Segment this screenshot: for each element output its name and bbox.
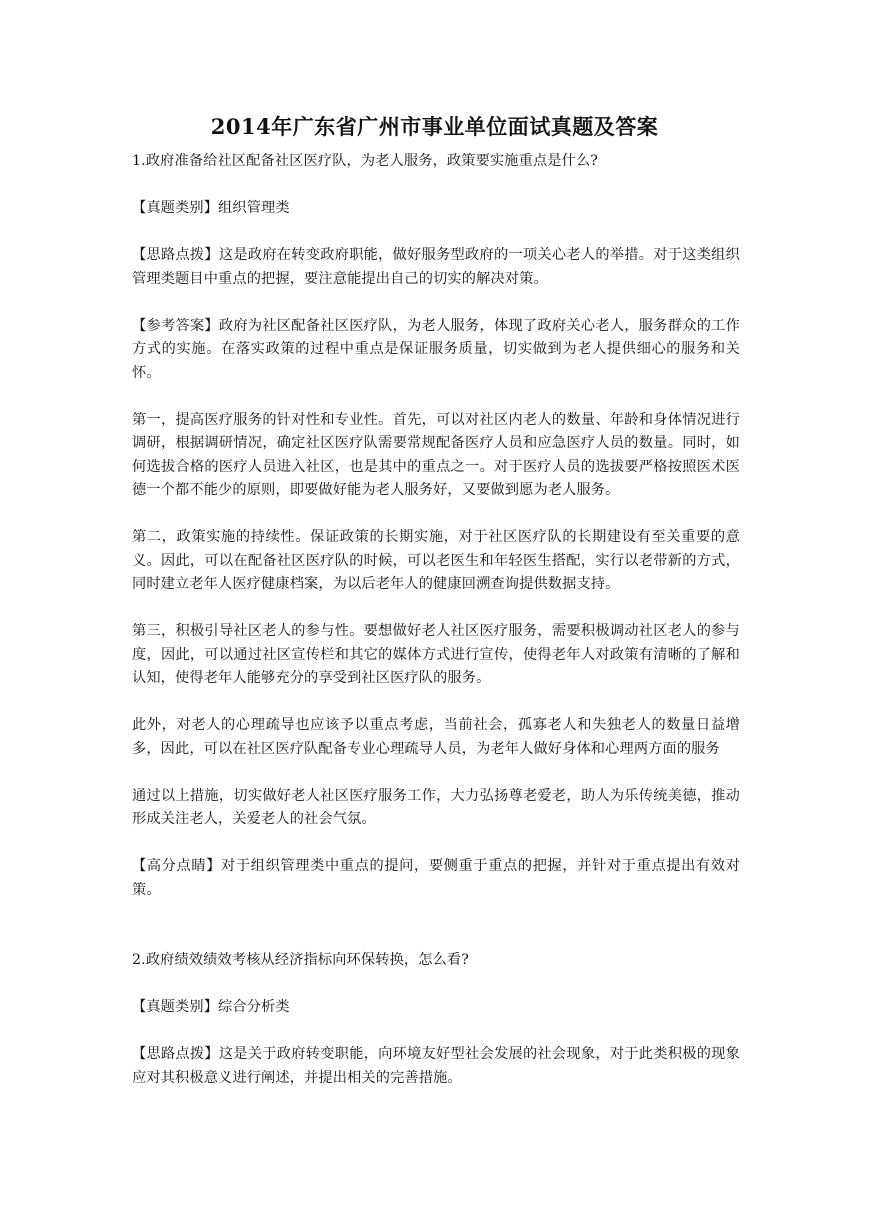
question-1: 1.政府准备给社区配备社区医疗队，为老人服务，政策要实施重点是什么?	[132, 153, 599, 169]
document-title: 2014年广东省广州市事业单位面试真题及答案	[210, 114, 659, 139]
question-1-category: 【真题类别】组织管理类	[132, 200, 290, 216]
question-2-category: 【真题类别】综合分析类	[132, 999, 290, 1015]
question-1-highlight: 【高分点睛】对于组织管理类中重点的提问，要侧重于重点的把握，并针对于重点提出有效对策。	[132, 858, 740, 898]
question-1-answer: 【参考答案】政府为社区配备社区医疗队，为老人服务，体现了政府关心老人，服务群众的工作方式的实施。在落实政策的过程中重点是保证服务质量，切实做到为老人提供细心的服务和关怀。	[132, 317, 740, 381]
question-2: 2.政府绩效绩效考核从经济指标向环保转换，怎么看?	[132, 952, 470, 968]
question-1-extra: 此外，对老人的心理疏导也应该予以重点考虑，当前社会，孤寡老人和失独老人的数量日益增多，因此，可以在社区医疗队配备专业心理疏导人员，为老年人做好身体和心理两方面的服务	[132, 717, 740, 757]
question-1-point-2: 第二，政策实施的持续性。保证政策的长期实施，对于社区医疗队的长期建设有至关重要的意义。因此，可以在配备社区医疗队的时候，可以老医生和年轻医生搭配，实行以老带新的方式，同时建立老年人医疗健康档案，为以后老年人的健康回溯查询提供数据支持。	[132, 529, 740, 592]
question-1-point-1: 第一，提高医疗服务的针对性和专业性。首先，可以对社区内老人的数量、年龄和身体情况进行调研，根据调研情况，确定社区医疗队需要常规配备医疗人员和应急医疗人员的数量。同时，如何选拔合格的医疗人员进入社区，也是其中的重点之一。对于医疗人员的选拔要严格按照医术医德一个都不能少的原则，即要做好能为老人服务好，又要做到愿为老人服务。	[132, 411, 740, 498]
question-1-point-3: 第三，积极引导社区老人的参与性。要想做好老人社区医疗服务，需要积极调动社区老人的参与度，因此，可以通过社区宣传栏和其它的媒体方式进行宣传，使得老年人对政策有清晰的了解和认知，使得老年人能够充分的享受到社区医疗队的服务。	[132, 623, 740, 686]
document-body	[132, 150, 740, 1114]
question-2-hint: 【思路点拨】这是关于政府转变职能，向环境友好型社会发展的社会现象，对于此类积极的现象应对其积极意义进行阐述，并提出相关的完善措施。	[132, 1046, 740, 1086]
question-1-hint: 【思路点拨】这是政府在转变政府职能，做好服务型政府的一项关心老人的举措。对于这类组织管理类题目中重点的把握，要注意能提出自己的切实的解决对策。	[132, 247, 740, 287]
question-1-conclusion: 通过以上措施，切实做好老人社区医疗服务工作，大力弘扬尊老爱老，助人为乐传统美德，推动形成关注老人，关爱老人的社会气氛。	[132, 787, 740, 827]
